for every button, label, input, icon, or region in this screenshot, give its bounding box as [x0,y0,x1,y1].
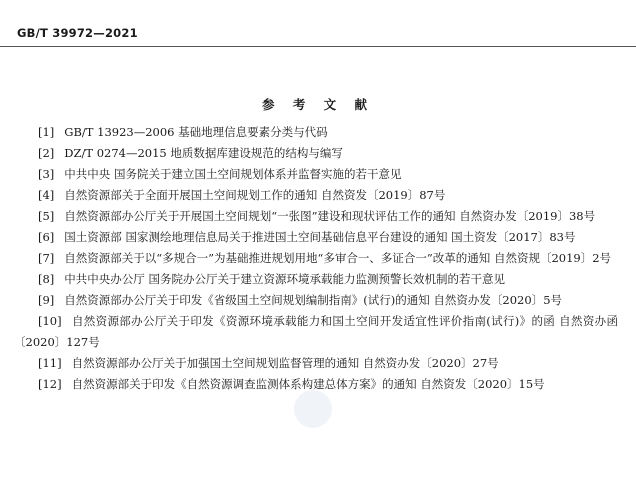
reference-text: 自然资源部关于印发《自然资源调查监测体系构建总体方案》的通知 自然资发〔2020〕15号 [71,377,545,391]
reference-item [14,164,618,185]
reference-number: [9] [38,293,55,307]
reference-item [14,185,618,206]
reference-number: [5] [38,209,55,223]
header-divider [0,46,636,47]
reference-number: [3] [38,167,55,181]
reference-number: [7] [38,251,55,265]
reference-number: [6] [38,230,55,244]
reference-number: [12] [38,377,62,391]
reference-item [14,122,618,143]
reference-item [14,311,618,353]
reference-text: 自然资源部关于以“多规合一”为基础推进规划用地“多审合一、多证合一”改革的通知 自然资规〔2019〕2号 [64,251,612,265]
reference-text: 自然资源部关于全面开展国土空间规划工作的通知 自然资发〔2019〕87号 [64,188,446,202]
reference-text: 自然资源部办公厅关于印发《省级国土空间规划编制指南》(试行)的通知 自然资办发〔2020〕5号 [64,293,563,307]
reference-number: [2] [38,146,55,160]
reference-text: 自然资源部办公厅关于开展国土空间规划“一张图”建设和现状评估工作的通知 自然资办发〔2019〕38号 [64,209,596,223]
reference-text: 自然资源部办公厅关于印发《资源环境承载能力和国土空间开发适宜性评价指南(试行)》的函 自然资办函〔2020〕127号 [14,314,618,349]
reference-text: GB/T 13923—2006 基础地理信息要素分类与代码 [64,125,328,139]
reference-item [14,353,618,374]
reference-item [14,206,618,227]
reference-item [14,290,618,311]
reference-item [14,269,618,290]
section-title-references: 参 考 文 献 [261,97,375,112]
reference-number: [4] [38,188,55,202]
reference-number: [1] [38,125,55,139]
reference-text: 自然资源部办公厅关于加强国土空间规划监督管理的通知 自然资办发〔2020〕27号 [71,356,499,370]
reference-list [14,122,618,395]
reference-number: [10] [38,314,62,328]
standard-number-header: GB/T 39972—2021 [17,26,138,40]
reference-item [14,143,618,164]
reference-text: 国土资源部 国家测绘地理信息局关于推进国土空间基础信息平台建设的通知 国土资发〔2017〕83号 [64,230,576,244]
reference-number: [8] [38,272,55,286]
reference-text: DZ/T 0274—2015 地质数据库建设规范的结构与编写 [64,146,343,160]
watermark-logo [294,390,332,428]
reference-text: 中共中央办公厅 国务院办公厅关于建立资源环境承载能力监测预警长效机制的若干意见 [64,272,505,286]
reference-text: 中共中央 国务院关于建立国土空间规划体系并监督实施的若干意见 [64,167,402,181]
reference-item [14,227,618,248]
reference-number: [11] [38,356,62,370]
reference-item [14,248,618,269]
